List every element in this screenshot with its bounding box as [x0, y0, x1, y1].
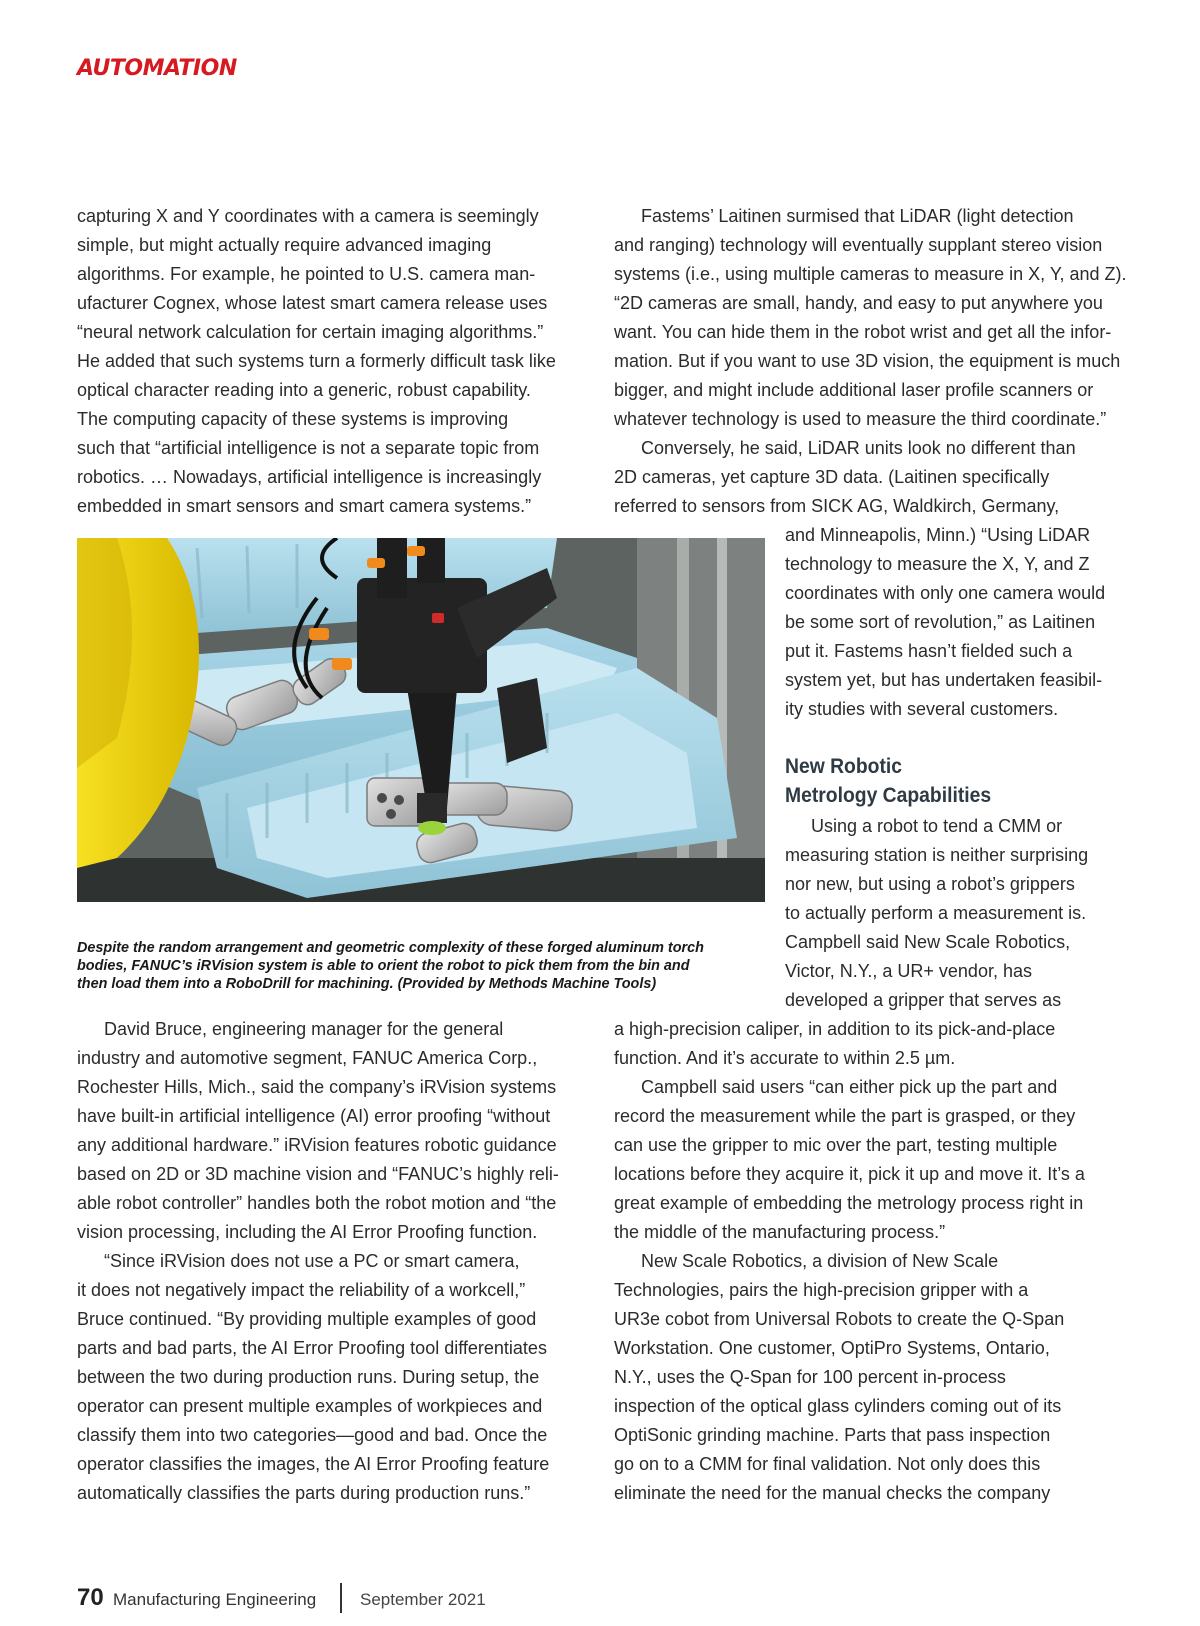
section-heading: New Robotic	[785, 755, 902, 778]
text-line: David Bruce, engineering manager for the general	[104, 1019, 504, 1039]
text-line: coordinates with only one camera would	[785, 583, 1106, 603]
text-line: system yet, but has undertaken feasibil-	[785, 670, 1103, 690]
text-line: ity studies with several customers.	[785, 699, 1059, 719]
text-line: based on 2D or 3D machine vision and “FANUC’s highly reli-	[77, 1164, 559, 1184]
text-line: He added that such systems turn a formerly difficult task like	[77, 351, 556, 371]
text-line: operator can present multiple examples of workpieces and	[77, 1396, 543, 1416]
magazine-name: Manufacturing Engineering	[113, 1590, 317, 1609]
text-line: “2D cameras are small, handy, and easy to put anywhere you	[614, 293, 1103, 313]
text-line: vision processing, including the AI Error Proofing function.	[77, 1222, 538, 1242]
section-label: AUTOMATION	[77, 56, 237, 81]
text-line: great example of embedding the metrology process right in	[614, 1193, 1084, 1213]
text-line: parts and bad parts, the AI Error Proofing tool differentiates	[77, 1338, 547, 1358]
text-line: mation. But if you want to use 3D vision, the equipment is much	[614, 351, 1121, 371]
text-line: function. And it’s accurate to within 2.5 µm.	[614, 1048, 956, 1068]
text-line: Rochester Hills, Mich., said the company’s iRVision systems	[77, 1077, 557, 1097]
text-line: locations before they acquire it, pick it up and move it. It’s a	[614, 1164, 1085, 1184]
text-line: can use the gripper to mic over the part, testing multiple	[614, 1135, 1058, 1155]
text-line: and ranging) technology will eventually supplant stereo vision	[614, 235, 1103, 255]
text-line: want. You can hide them in the robot wrist and get all the infor-	[614, 322, 1112, 342]
text-line: between the two during production runs. During setup, the	[77, 1367, 540, 1387]
article-photo	[77, 538, 765, 902]
text-line: be some sort of revolution,” as Laitinen	[785, 612, 1096, 632]
text-line: operator classifies the images, the AI Error Proofing feature	[77, 1454, 550, 1474]
text-line: UR3e cobot from Universal Robots to create the Q-Span	[614, 1309, 1065, 1329]
text-line: New Scale Robotics, a division of New Scale	[641, 1251, 999, 1271]
text-line: robotics. … Nowadays, artificial intelligence is increasingly	[77, 467, 542, 487]
text-line: and Minneapolis, Minn.) “Using LiDAR	[785, 525, 1091, 545]
text-line: industry and automotive segment, FANUC America Corp.,	[77, 1048, 538, 1068]
text-line: N.Y., uses the Q-Span for 100 percent in-process	[614, 1367, 1006, 1387]
text-line: optical character reading into a generic, robust capability.	[77, 380, 531, 400]
caption-line: then load them into a RoboDrill for machining. (Provided by Methods Machine Tools)	[77, 976, 657, 992]
text-line: able robot controller” handles both the robot motion and “the	[77, 1193, 557, 1213]
text-line: Bruce continued. “By providing multiple examples of good	[77, 1309, 537, 1329]
text-line: systems (i.e., using multiple cameras to measure in X, Y, and Z).	[614, 264, 1127, 284]
text-line: go on to a CMM for final validation. Not only does this	[614, 1454, 1041, 1474]
text-line: eliminate the need for the manual checks the company	[614, 1483, 1051, 1503]
text-line: referred to sensors from SICK AG, Waldkirch, Germany,	[614, 496, 1060, 516]
text-line: Using a robot to tend a CMM or	[811, 816, 1063, 836]
text-line: developed a gripper that serves as	[785, 990, 1062, 1010]
text-line: Campbell said New Scale Robotics,	[785, 932, 1071, 952]
text-line: inspection of the optical glass cylinders coming out of its	[614, 1396, 1062, 1416]
section-heading: Metrology Capabilities	[785, 784, 992, 807]
text-line: technology to measure the X, Y, and Z	[785, 554, 1090, 574]
text-line: simple, but might actually require advanced imaging	[77, 235, 492, 255]
text-line: embedded in smart sensors and smart camera systems.”	[77, 496, 532, 516]
text-line: ufacturer Cognex, whose latest smart camera release uses	[77, 293, 548, 313]
text-line: Victor, N.Y., a UR+ vendor, has	[785, 961, 1032, 981]
text-line: OptiSonic grinding machine. Parts that pass inspection	[614, 1425, 1051, 1445]
text-line: algorithms. For example, he pointed to U.S. camera man-	[77, 264, 536, 284]
text-line: “neural network calculation for certain imaging algorithms.”	[77, 322, 544, 342]
text-line: such that “artificial intelligence is not a separate topic from	[77, 438, 540, 458]
text-line: bigger, and might include additional laser profile scanners or	[614, 380, 1094, 400]
text-line: Technologies, pairs the high-precision gripper with a	[614, 1280, 1029, 1300]
text-line: whatever technology is used to measure the third coordinate.”	[614, 409, 1107, 429]
text-line: it does not negatively impact the reliability of a workcell,”	[77, 1280, 526, 1300]
text-line: The computing capacity of these systems is improving	[77, 409, 509, 429]
text-line: the middle of the manufacturing process.”	[614, 1222, 946, 1242]
page-number: 70	[77, 1584, 104, 1611]
text-line: automatically classifies the parts during production runs.”	[77, 1483, 531, 1503]
text-line: measuring station is neither surprising	[785, 845, 1089, 865]
issue-date: September 2021	[360, 1590, 486, 1609]
robot-bin-illustration	[77, 538, 765, 902]
text-line: any additional hardware.” iRVision features robotic guidance	[77, 1135, 557, 1155]
text-line: record the measurement while the part is grasped, or they	[614, 1106, 1076, 1126]
text-line: put it. Fastems hasn’t fielded such a	[785, 641, 1073, 661]
text-line: Campbell said users “can either pick up the part and	[641, 1077, 1058, 1097]
text-line: capturing X and Y coordinates with a camera is seemingly	[77, 206, 539, 226]
text-line: a high-precision caliper, in addition to its pick-and-place	[614, 1019, 1056, 1039]
text-line: Conversely, he said, LiDAR units look no different than	[641, 438, 1076, 458]
text-line: Workstation. One customer, OptiPro Systems, Ontario,	[614, 1338, 1050, 1358]
text-line: “Since iRVision does not use a PC or smart camera,	[104, 1251, 520, 1271]
text-line: nor new, but using a robot’s grippers	[785, 874, 1075, 894]
caption-line: Despite the random arrangement and geometric complexity of these forged aluminum torch	[77, 940, 704, 956]
text-line: have built-in artificial intelligence (AI) error proofing “without	[77, 1106, 551, 1126]
text-line: classify them into two categories—good and bad. Once the	[77, 1425, 548, 1445]
text-line: 2D cameras, yet capture 3D data. (Laitinen specifically	[614, 467, 1050, 487]
text-line: Fastems’ Laitinen surmised that LiDAR (light detection	[641, 206, 1074, 226]
text-line: to actually perform a measurement is.	[785, 903, 1087, 923]
footer-divider	[340, 1583, 342, 1613]
caption-line: bodies, FANUC’s iRVision system is able to orient the robot to pick them from the bin and	[77, 958, 690, 974]
